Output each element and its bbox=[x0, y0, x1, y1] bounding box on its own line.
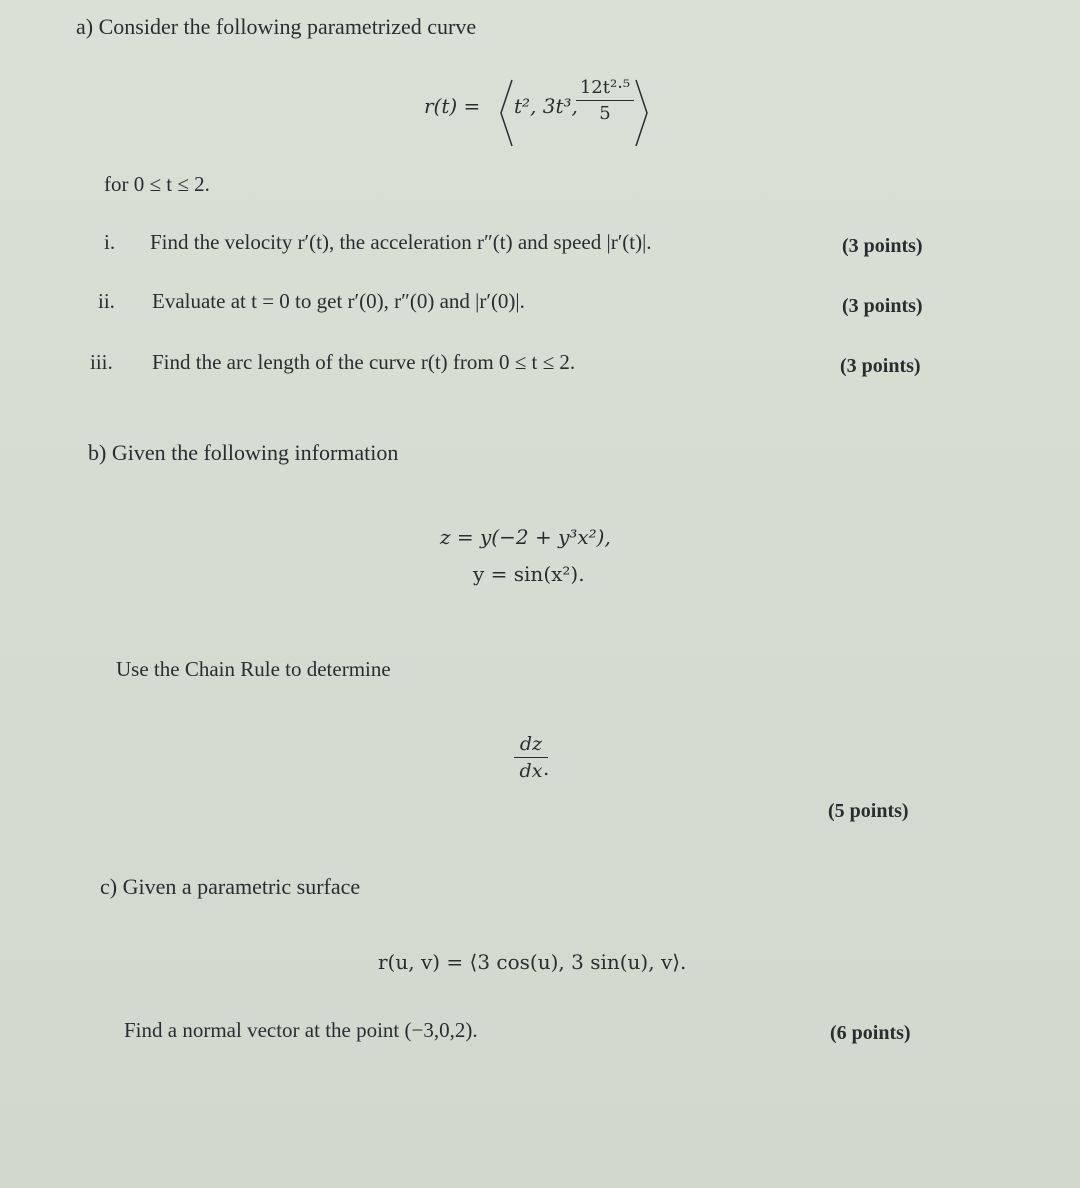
fraction-denominator: 5 bbox=[599, 103, 611, 124]
equation-lhs: r(t) = bbox=[424, 94, 481, 118]
right-angle-bracket bbox=[632, 78, 652, 148]
part-b-points: (5 points) bbox=[828, 800, 909, 822]
item-points: (3 points) bbox=[842, 235, 923, 257]
equation-components: t², 3t³, bbox=[514, 94, 578, 118]
fraction-bar bbox=[576, 100, 634, 101]
part-a-domain: for 0 ≤ t ≤ 2. bbox=[104, 172, 210, 196]
item-marker: i. bbox=[104, 230, 116, 254]
part-b-equation-2: y = sin(x²). bbox=[473, 562, 585, 586]
part-b-instruction: Use the Chain Rule to determine bbox=[116, 657, 391, 681]
item-text: Find the arc length of the curve r(t) from 0 ≤ t ≤ 2. bbox=[152, 350, 576, 374]
derivative-denominator: dx bbox=[519, 760, 543, 782]
part-c-points: (6 points) bbox=[830, 1022, 911, 1044]
item-marker: iii. bbox=[90, 350, 113, 374]
part-a-heading: a) Consider the following parametrized curve bbox=[76, 14, 477, 39]
item-marker: ii. bbox=[98, 289, 115, 313]
part-b-equation-1: z = y(−2 + y³x²), bbox=[440, 525, 611, 549]
derivative-period: . bbox=[543, 756, 550, 780]
item-points: (3 points) bbox=[842, 295, 923, 317]
part-c-equation: r(u, v) = ⟨3 cos(u), 3 sin(u), v⟩. bbox=[378, 950, 687, 974]
derivative-numerator: dz bbox=[519, 733, 543, 755]
fraction-numerator: 12t²·⁵ bbox=[579, 77, 631, 98]
part-c-instruction: Find a normal vector at the point (−3,0,2). bbox=[124, 1018, 478, 1042]
item-text: Find the velocity r′(t), the acceleration r″(t) and speed |r′(t)|. bbox=[150, 230, 652, 254]
part-c-heading: c) Given a parametric surface bbox=[100, 874, 361, 899]
equation-fraction bbox=[576, 77, 634, 124]
item-text: Evaluate at t = 0 to get r′(0), r″(0) and |r′(0)|. bbox=[152, 289, 525, 313]
item-points: (3 points) bbox=[840, 355, 921, 377]
part-b-heading: b) Given the following information bbox=[88, 440, 399, 465]
